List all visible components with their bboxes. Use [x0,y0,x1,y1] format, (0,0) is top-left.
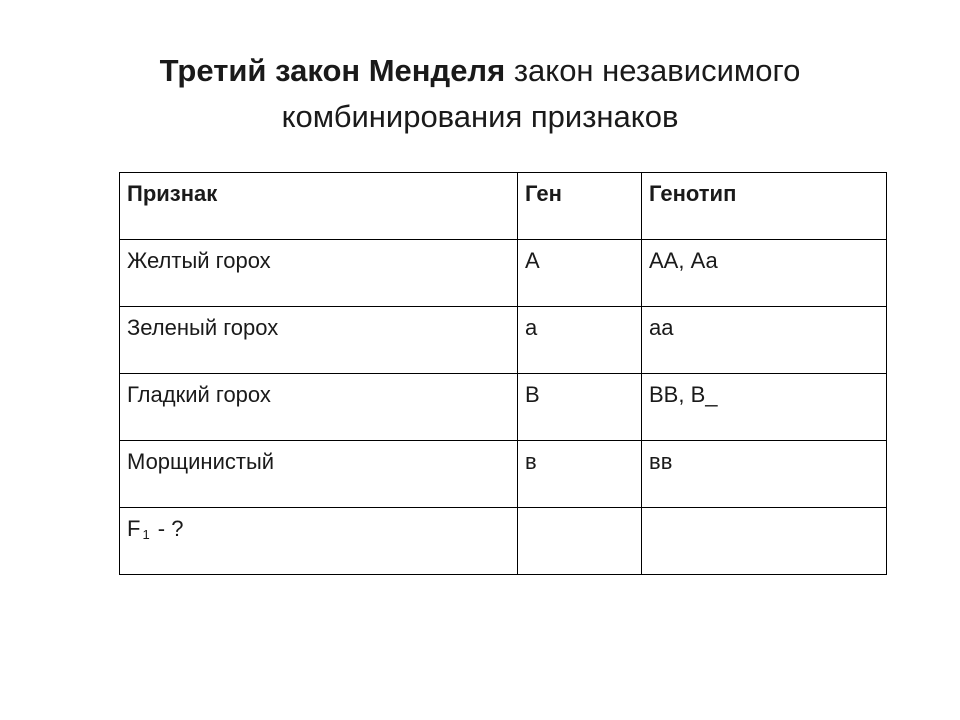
cell-f1-genotype [642,508,887,575]
table-row [120,307,887,374]
cell-f1-gene [518,508,642,575]
cell-trait: Зеленый горох [120,307,518,374]
header-trait: Признак [120,173,518,240]
cell-gene: А [518,240,642,307]
table-row [120,441,887,508]
table-row [120,374,887,441]
mendel-table [119,172,887,575]
cell-genotype: аа [642,307,887,374]
title-line-2: комбинирования признаков [281,99,679,134]
cell-gene: а [518,307,642,374]
cell-trait: Желтый горох [120,240,518,307]
slide-title [60,48,900,140]
f1-subscript: 1 [142,527,150,542]
table-row [120,240,887,307]
cell-gene: в [518,441,642,508]
f1-suffix: - ? [151,516,184,541]
cell-trait: Гладкий горох [120,374,518,441]
cell-f1-label [120,508,518,575]
cell-genotype: ВВ, В_ [642,374,887,441]
title-bold-part: Третий закон Менделя [159,53,506,88]
table-row-f1 [120,508,887,575]
mendel-table-container [119,172,887,575]
title-rest-part: закон независимого [505,53,801,88]
header-gene: Ген [518,173,642,240]
header-genotype: Генотип [642,173,887,240]
table-header-row [120,173,887,240]
cell-trait: Морщинистый [120,441,518,508]
cell-genotype: АА, Аа [642,240,887,307]
cell-genotype: вв [642,441,887,508]
cell-gene: В [518,374,642,441]
f1-letter: F [127,516,141,541]
